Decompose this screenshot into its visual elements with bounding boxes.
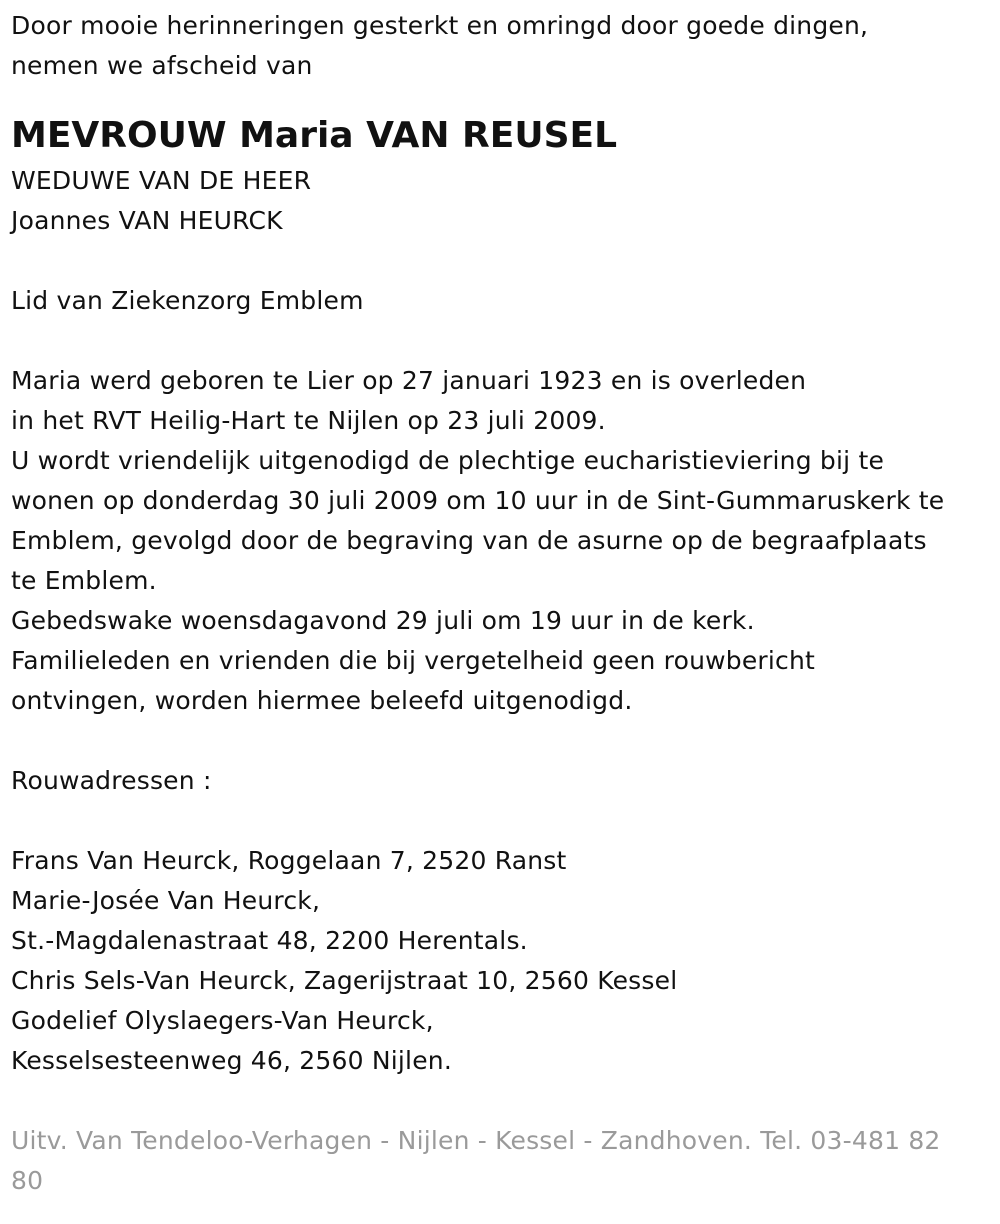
- announcement-line: wonen op donderdag 30 juli 2009 om 10 uur in de Sint-Gummaruskerk te: [11, 486, 945, 515]
- intro-line-2: nemen we afscheid van: [11, 51, 313, 80]
- deceased-relation: WEDUWE VAN DE HEER: [11, 166, 312, 195]
- address-line: St.-Magdalenastraat 48, 2200 Herentals.: [11, 926, 528, 955]
- address-line: Frans Van Heurck, Roggelaan 7, 2520 Ranst: [11, 846, 567, 875]
- addresses-heading: Rouwadressen :: [11, 766, 212, 795]
- announcement-line: te Emblem.: [11, 566, 157, 595]
- announcement-line: Familieleden en vrienden die bij vergetelheid geen rouwbericht: [11, 646, 816, 675]
- spacer: [11, 241, 996, 281]
- address-line: Kesselsesteenweg 46, 2560 Nijlen.: [11, 1046, 452, 1075]
- address-line: Marie-Josée Van Heurck,: [11, 886, 321, 915]
- intro-line-1: Door mooie herinneringen gesterkt en omringd door goede dingen,: [11, 11, 869, 40]
- obituary-notice: [11, 6, 996, 1201]
- membership: Lid van Ziekenzorg Emblem: [11, 286, 364, 315]
- spacer: [11, 86, 996, 111]
- announcement-line: ontvingen, worden hiermee beleefd uitgenodigd.: [11, 686, 633, 715]
- address-line: Godelief Olyslaegers-Van Heurck,: [11, 1006, 434, 1035]
- deceased-spouse: Joannes VAN HEURCK: [11, 206, 283, 235]
- spacer: [11, 1081, 996, 1121]
- announcement-line: Gebedswake woensdagavond 29 juli om 19 uur in de kerk.: [11, 606, 755, 635]
- spacer: [11, 801, 996, 841]
- announcement-line: Emblem, gevolgd door de begraving van de asurne op de begraafplaats: [11, 526, 927, 555]
- spacer: [11, 721, 996, 761]
- spacer: [11, 321, 996, 361]
- address-line: Chris Sels-Van Heurck, Zagerijstraat 10, 2560 Kessel: [11, 966, 678, 995]
- footer-line-2: 80: [11, 1166, 44, 1195]
- announcement-line: U wordt vriendelijk uitgenodigd de plechtige eucharistieviering bij te: [11, 446, 885, 475]
- announcement-line: in het RVT Heilig-Hart te Nijlen op 23 juli 2009.: [11, 406, 606, 435]
- announcement-text: [11, 361, 996, 721]
- addresses-list: [11, 841, 996, 1081]
- deceased-name: MEVROUW Maria VAN REUSEL: [11, 115, 618, 156]
- footer-line-1: Uitv. Van Tendeloo-Verhagen - Nijlen - Kessel - Zandhoven. Tel. 03-481 82: [11, 1126, 941, 1155]
- announcement-line: Maria werd geboren te Lier op 27 januari 1923 en is overleden: [11, 366, 807, 395]
